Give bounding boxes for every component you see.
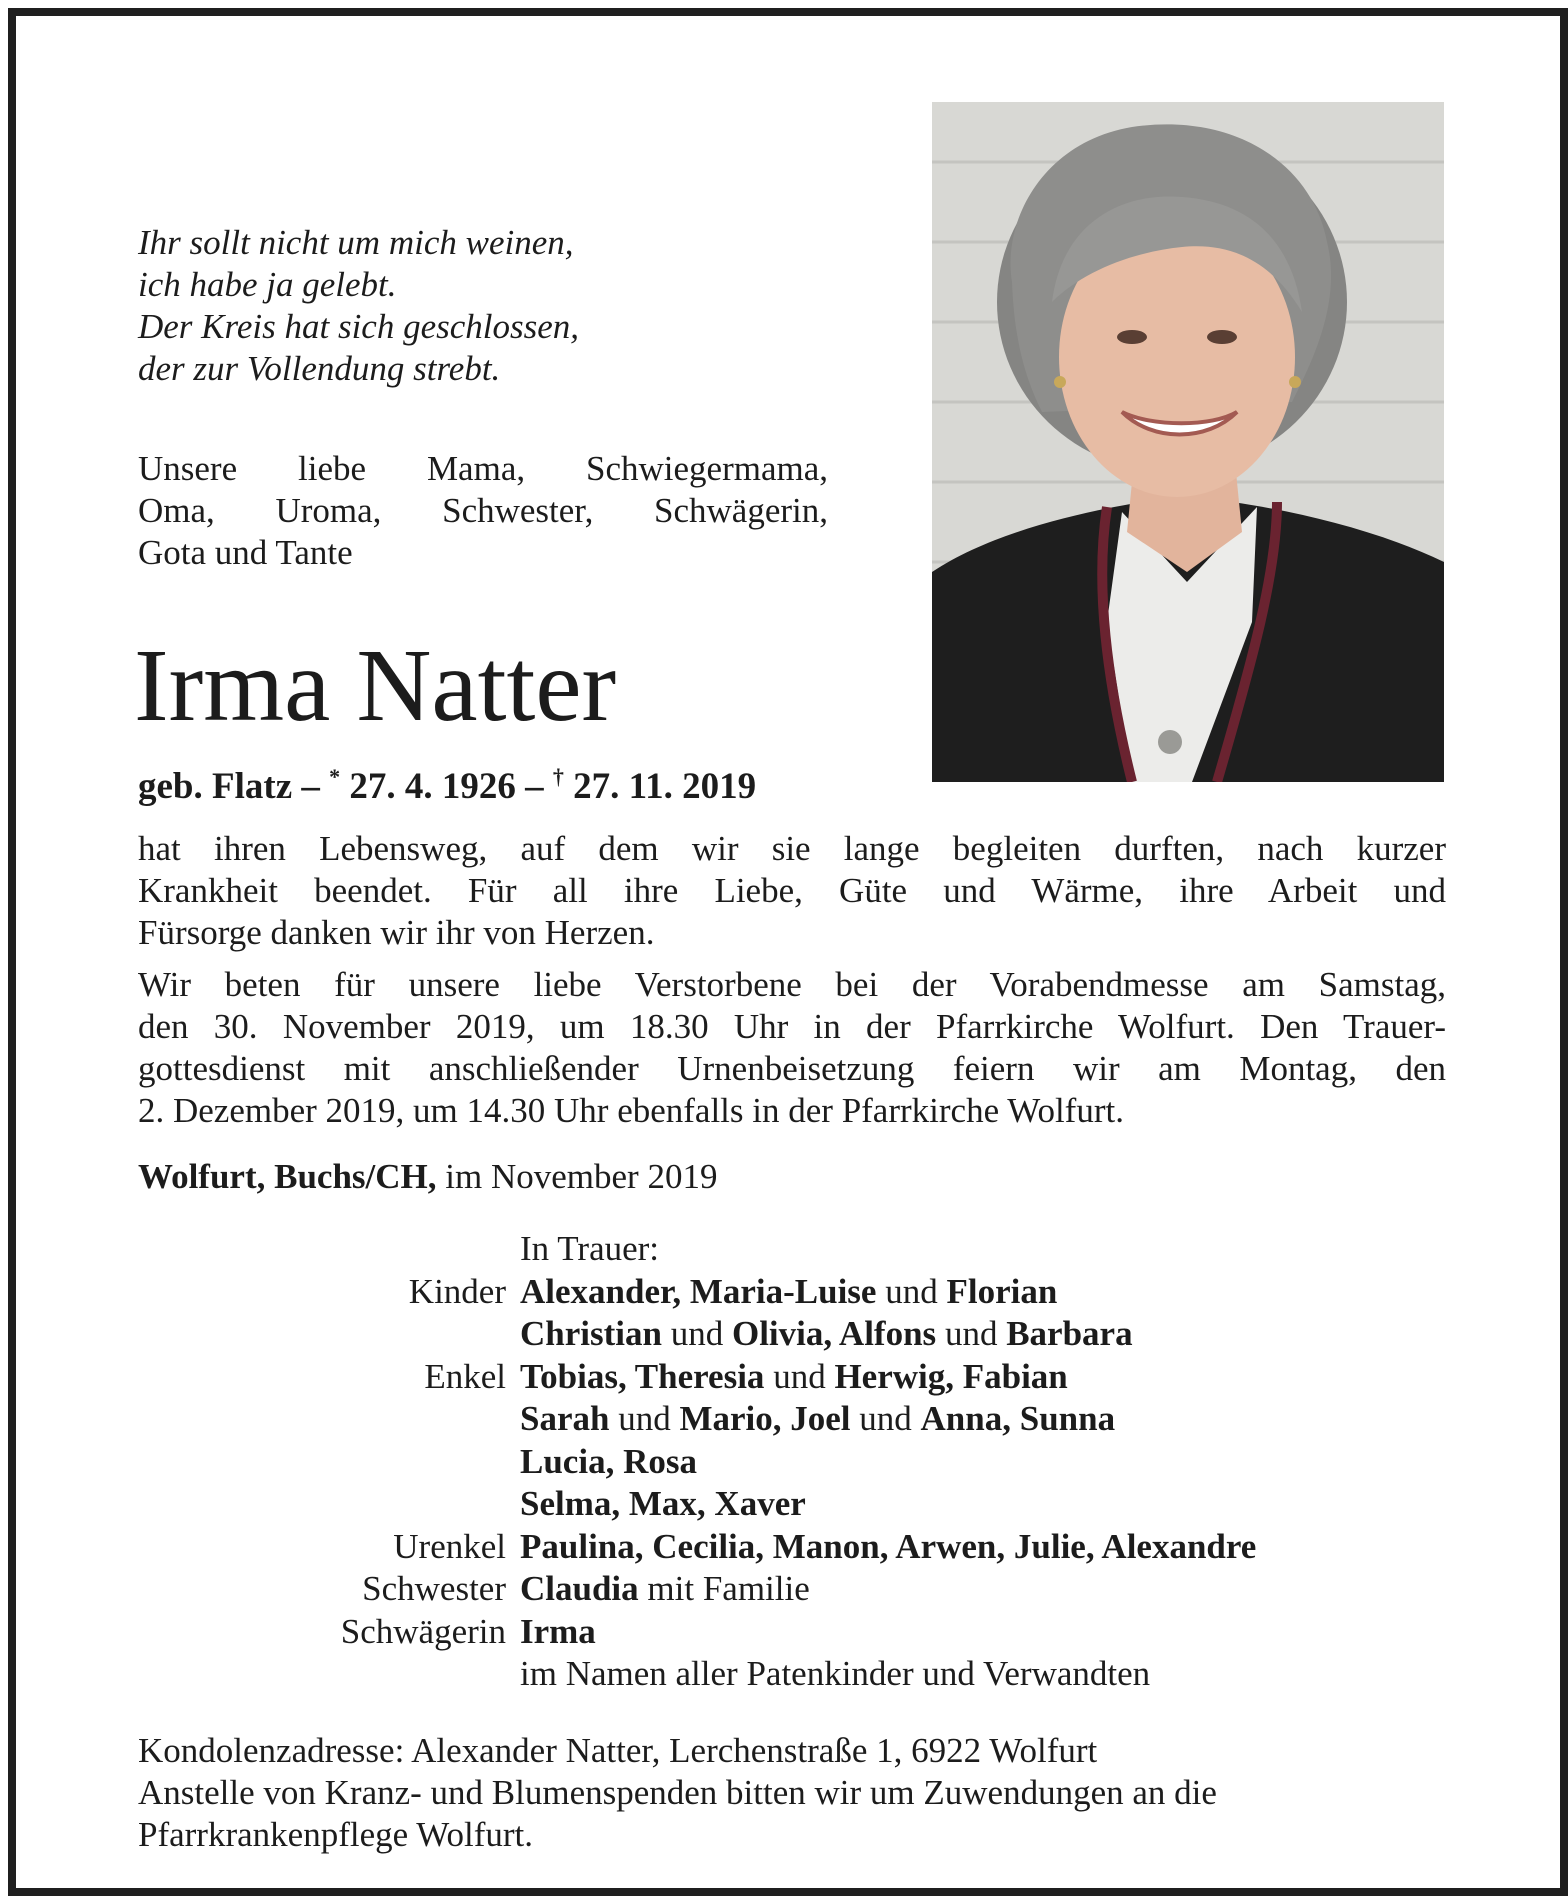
paragraph-line: Wir beten für unsere liebe Verstorbene bei der Vorabendmesse am Samstag, <box>138 965 1446 1004</box>
mourners-heading-row <box>138 1228 1458 1271</box>
footer-notes <box>138 1730 1458 1856</box>
poem-line: Der Kreis hat sich geschlossen, <box>138 307 580 346</box>
mourner-names: Herwig, Fabian <box>834 1356 1068 1396</box>
mourner-suffix: mit Familie <box>638 1569 810 1608</box>
birth-date: 27. 4. 1926 <box>340 766 516 807</box>
mourners-list <box>138 1228 1458 1696</box>
mourner-row <box>138 1398 1458 1441</box>
mourner-row <box>138 1271 1458 1314</box>
paragraph-line: den 30. November 2019, um 18.30 Uhr in der Pfarrkirche Wolfurt. Den Trauer- <box>138 1007 1446 1046</box>
condolence-address: Kondolenzadresse: Alexander Natter, Lerchenstraße 1, 6922 Wolfurt <box>138 1731 1098 1770</box>
mourner-row <box>138 1653 1458 1696</box>
mourner-row <box>138 1313 1458 1356</box>
paragraph-line: 2. Dezember 2019, um 14.30 Uhr ebenfalls in der Pfarrkirche Wolfurt. <box>138 1091 1124 1130</box>
intro-line: Unsere liebe Mama, Schwiegermama, <box>138 449 828 488</box>
mourner-names: Olivia, Alfons <box>731 1314 937 1353</box>
conjunction: und <box>609 1399 680 1438</box>
mourner-row <box>138 1356 1458 1399</box>
mourner-names: Alexander, Maria-Luise <box>520 1271 877 1311</box>
mourner-names: Anna, Sunna <box>920 1399 1116 1438</box>
mourner-names: Mario, Joel <box>679 1399 851 1438</box>
donation-note: Pfarrkrankenpflege Wolfurt. <box>138 1815 533 1854</box>
conjunction: und <box>936 1314 1007 1353</box>
mourner-names: Selma, Max, Xaver <box>520 1484 806 1523</box>
intro-text <box>138 448 828 574</box>
intro-line: Gota und Tante <box>138 533 353 572</box>
place-date <box>138 1156 717 1198</box>
deceased-name: Irma Natter <box>134 628 617 743</box>
paragraph-line: Fürsorge danken wir ihr von Herzen. <box>138 913 655 952</box>
poem-line: ich habe ja gelebt. <box>138 265 397 304</box>
conjunction: und <box>661 1314 732 1353</box>
mourner-names: Lucia, Rosa <box>520 1441 697 1481</box>
role-label: Urenkel <box>393 1526 506 1566</box>
death-cross-icon: † <box>552 764 564 789</box>
place-locations: Wolfurt, Buchs/CH, <box>138 1157 437 1196</box>
conjunction: und <box>850 1399 921 1438</box>
paragraph-service <box>138 964 1446 1132</box>
obituary-notice <box>8 8 1568 1896</box>
mourner-names: Paulina, Cecilia, Manon, Arwen, Julie, Alexandre <box>520 1526 1257 1566</box>
mourner-names: Claudia <box>520 1569 639 1608</box>
dash: – <box>515 766 553 807</box>
mourners-closing: im Namen aller Patenkinder und Verwandten <box>520 1654 1151 1693</box>
paragraph-line: hat ihren Lebensweg, auf dem wir sie lange begleiten durften, nach kurzer <box>138 829 1446 868</box>
paragraph-line: Krankheit beendet. Für all ihre Liebe, Güte und Wärme, ihre Arbeit und <box>138 871 1446 910</box>
mourner-names: Florian <box>946 1271 1058 1311</box>
role-label: Schwägerin <box>340 1611 506 1651</box>
mourner-row <box>138 1568 1458 1611</box>
mourner-row <box>138 1441 1458 1484</box>
notice-date: im November 2019 <box>436 1157 718 1196</box>
birth-star-icon: * <box>329 764 341 789</box>
role-label: Kinder <box>408 1271 506 1311</box>
mourner-names: Barbara <box>1006 1314 1133 1353</box>
mourner-row <box>138 1611 1458 1654</box>
portrait-image <box>932 102 1444 782</box>
role-label: Enkel <box>424 1356 506 1396</box>
birth-name: geb. Flatz <box>138 766 293 807</box>
mourner-names: Irma <box>520 1611 596 1651</box>
conjunction: und <box>764 1356 835 1396</box>
mourner-names: Christian <box>520 1314 662 1353</box>
portrait-photo <box>932 102 1444 782</box>
mourner-row <box>138 1526 1458 1569</box>
paragraph-line: gottesdienst mit anschließender Urnenbeisetzung feiern wir am Montag, den <box>138 1049 1446 1088</box>
life-dates <box>138 754 756 810</box>
intro-line: Oma, Uroma, Schwester, Schwägerin, <box>138 491 828 530</box>
dash: – <box>292 766 330 807</box>
mourner-names: Sarah <box>520 1399 610 1438</box>
donation-note: Anstelle von Kranz- und Blumenspenden bitten wir um Zuwendungen an die <box>138 1773 1217 1812</box>
poem-verse <box>138 222 579 390</box>
role-label: Schwester <box>362 1569 506 1608</box>
mourner-names: Tobias, Theresia <box>520 1356 765 1396</box>
conjunction: und <box>876 1271 947 1311</box>
paragraph-life <box>138 828 1446 954</box>
mourners-heading: In Trauer: <box>520 1229 660 1268</box>
mourner-row <box>138 1483 1458 1526</box>
poem-line: der zur Vollendung strebt. <box>138 349 501 388</box>
poem-line: Ihr sollt nicht um mich weinen, <box>138 223 574 262</box>
death-date: 27. 11. 2019 <box>563 766 757 807</box>
